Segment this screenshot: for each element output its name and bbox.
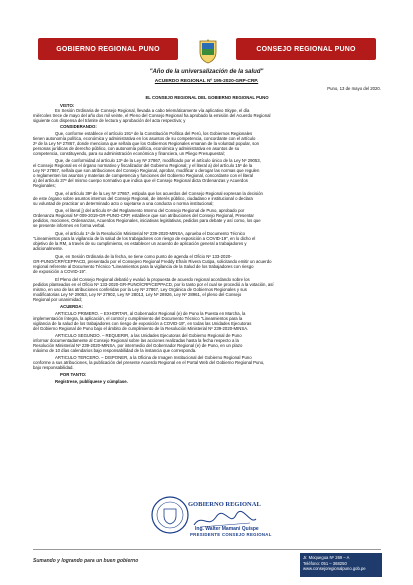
paragraph-line: pedidos planteados en el Oficio Nº 133-2020-GR-PUNO/CRP/CEPPACD, por lo tanto por el cual se procedió a la votación, así [33,282,274,287]
paragraph-line: "Lineamientos para la vigilancia de la salud de los trabajadores con riesgo de exposición a COVID-19", en lo dicho el [33,236,256,241]
paragraph-line: Que, el artículo 39º de la Ley Nº 27867, estipula que los acuerdos del Consejo Regional expresan la decisión [55,191,263,196]
footer-divider [33,549,381,550]
postscript-label: POR TANTO: [60,372,87,377]
closing-formula: Regístrese, publíquese y cúmplase. [55,379,128,384]
paragraph-line: Que, el literal j) del artículo 6º del Reglamento Interno del Consejo Regional de Puno, aprobado por [55,208,245,213]
signature-institution: GOBIERNO REGIONAL [188,501,261,508]
paragraph-line: mismo, en uso de las atribuciones conferidas por la Ley Nº 27867, Ley Orgánica de Gobiernos Regionales y sus [33,287,247,292]
paragraph-line: personas jurídicas de derecho público, con autonomía política, económica y administrativa en asuntos de su [33,146,240,151]
paragraph-line: Que, en Sesión Ordinaria de la fecha, se tiene como punto de agenda el Oficio Nº 133-2020- [55,254,232,259]
header-band [38,38,376,60]
paragraph-line: modificatorias Ley Nº 29053, Ley Nº 27902, Ley Nº 28013, Ley Nº 28926, Ley Nº 28961, el pleno del Consejo [33,292,242,297]
paragraph-line: o reglamenten los asuntos y materias de competencia y funciones del Gobierno Regional, concordante con el literal [33,173,253,178]
header-left-label: GOBIERNO REGIONAL PUNO [38,38,178,60]
paragraph-line: pedidos, mociones, Ordenanzas, Acuerdos Regionales, iniciativas legislativas, pedidos para debate y así como, los que [33,218,261,223]
body-heading: EL CONSEJO REGIONAL DEL GOBIERNO REGIONAL PUNO [145,95,269,100]
paragraph-line: objetivo de la RM, a través de su cumplimiento, es establecer un acuerdo de aplicación general a trabajadores y [33,241,247,246]
paragraph-line: 2º de la Ley Nº 27867, donde menciona que señala que los Gobiernos Regionales emanan de la voluntad popular, son [33,141,260,146]
document-date: Puno, 13 de mayo del 2020. [327,86,381,91]
article-line: vigilancia de la salud de los trabajadores con riesgo de exposición a COVID-19", en todas las Unidades Ejecutoras [33,321,252,326]
paragraph-line: tienen autonomía política, económica y administrativa en los asuntos de su competencia, concordante con el artículo [33,136,256,141]
considerando-label: CONSIDERANDO: [60,124,97,129]
paragraph-line: a) del artículo 37º del mismo cuerpo normativo que indica que el Consejo Regional dicta Ordenanzas y Acuerdos [33,178,248,183]
article-line: máximo de 10 días calendarios bajo responsabilidad de la instancia que corresponda. [33,348,197,353]
footer-address: Jr. Moquegua Nº 269 – A [303,555,350,560]
paragraph-line: Ley Nº 27867, señala que son atribuciones del Consejo Regional, aprobar, modificar o derogar las normas que regulen [33,168,260,173]
article-line: ARTICULO TERCERO. – DISPONER, a la Oficina de Imagen Institucional del Gobierno Regional Puno [55,355,252,360]
paragraph-line: Regional por unanimidad; [33,297,82,302]
paragraph-line: competencia, constituyendo, para su administración económica y financiera, un Pliego Presupuestal; [33,151,225,156]
visto-label: VISTO: [60,103,75,108]
official-seal-icon [150,495,190,535]
paragraph-line: Que, conforme establece el artículo 191º de la Constitución Política del Perú, los Gobiernos Regionales [55,131,253,136]
paragraph-line: adicionalmente. [33,246,64,251]
footer-contact-box [300,553,382,577]
article-line: ARTICULO SEGUNDO. – REQUERIR, a las Unidades Ejecutoras del Gobierno Regional de Puno [55,333,242,338]
regional-coat-of-arms-icon [198,38,218,64]
footer-slogan: Sumando y logrando para un buen gobierno [33,558,139,564]
article-line: conforme a sus atribuciones, la publicación del presente Acuerdo Regional en el Portal Web del Gobierno Regional Puno, [33,360,265,365]
visto-line: siguiente con dispensa del trámite de lectura y aprobación del acta respectiva; y [33,118,186,123]
paragraph-line: se presente informes en forma verbal. [33,223,106,228]
paragraph-line: Ordenanza Regional Nº 009-2019-GR-PUNO-CRP, establece que son atribuciones del Consejo Regional, Presentar [33,213,254,218]
paragraph-line: regional referente al Documento Técnico "Lineamientos para la vigilancia de la Salud de los trabajadores con riesgo [33,264,254,269]
signatory-role: PRESIDENTE CONSEJO REGIONAL [190,532,272,537]
signatory-name: Ing. Walter Mamani Quispe [195,526,259,532]
signature-block [150,495,275,545]
paragraph-line: El Pleno del Consejo Regional debatió y evaluó la propuesta de acuerdo regional acordando sobre los [55,277,250,282]
article-line: informar documentadamente al Consejo Regional sobre las acciones realizadas hasta la fecha respecto a la [33,338,239,343]
paragraph-line: el Consejo Regional es el órgano normativo y fiscalizador del Gobierno Regional; y el literal a) del artículo 15º de la [33,163,253,168]
article-line: ARTICULO PRIMERO. – EXHORTAR, al Gobernador Regional (e) de Puno la Puesta en Marcha, la [55,311,246,316]
visto-line: En Sesión Ordinaria de Consejo Regional, llevada a cabo telemáticamente vía aplicativo Skype, el día [55,108,250,113]
article-line: Resolución Ministerial Nº 239-2020-MINSA, por intermedio del Gobernador Regional (e) de Puno, en un plazo [33,343,243,348]
article-line: del Gobierno Regional de Puno bajo el ámbito de cumplimiento de la Resolución Ministerial Nº 239-2020-MINSA. [33,326,249,331]
paragraph-line: de exposición a COVID-19". [33,269,87,274]
visto-line: miércoles trece de mayo del año dos mil veinte, el Pleno del Consejo Regional ha aprobado la emisión del Acuerdo Regional [33,113,271,118]
paragraph-line: su voluntad de practicar un determinado acto o sujetarse a una conducta o norma institucional; [33,201,214,206]
footer-phone: Teléfono: 051 – 368250 [303,560,347,566]
paragraph-line: Regionales; [33,183,56,188]
paragraph-line: de este órgano sobre asuntos internos del Consejo Regional, de interés público, ciudadano e institucional o declara [33,196,253,201]
paragraph-line: Que, de conformidad al artículo 13º de la Ley Nº 27867, modificado por el artículo único de la Ley Nº 29053, [55,158,261,163]
acuerda-label: ACUERDA: [60,304,83,309]
header-right-label: CONSEJO REGIONAL PUNO [236,38,376,60]
paragraph-line: Que, el artículo 1º de la Resolución Ministerial Nº 239-2020-MINSA, aprueba el Documento Técnico [55,231,246,236]
article-line: bajo responsabilidad. [33,365,74,370]
article-line: implementación íntegra, la aplicación, el control y cumplimiento del Documento Técnico "Lineamientos para la [33,316,243,321]
document-title: ACUERDO REGIONAL Nº 195-2020-GRP-CRP. [154,79,259,84]
paragraph-line: GR-PUNO/CRP/CEPPACD, presentado por el Consejero Regional Freddy Efraín Rivera Cutipa, solicitando emitir un acuerdo [33,259,272,264]
year-motto: "Año de la universalización de la salud" [149,69,264,75]
footer-web: www.consejoregionalpuno.gob.pe [303,566,366,571]
